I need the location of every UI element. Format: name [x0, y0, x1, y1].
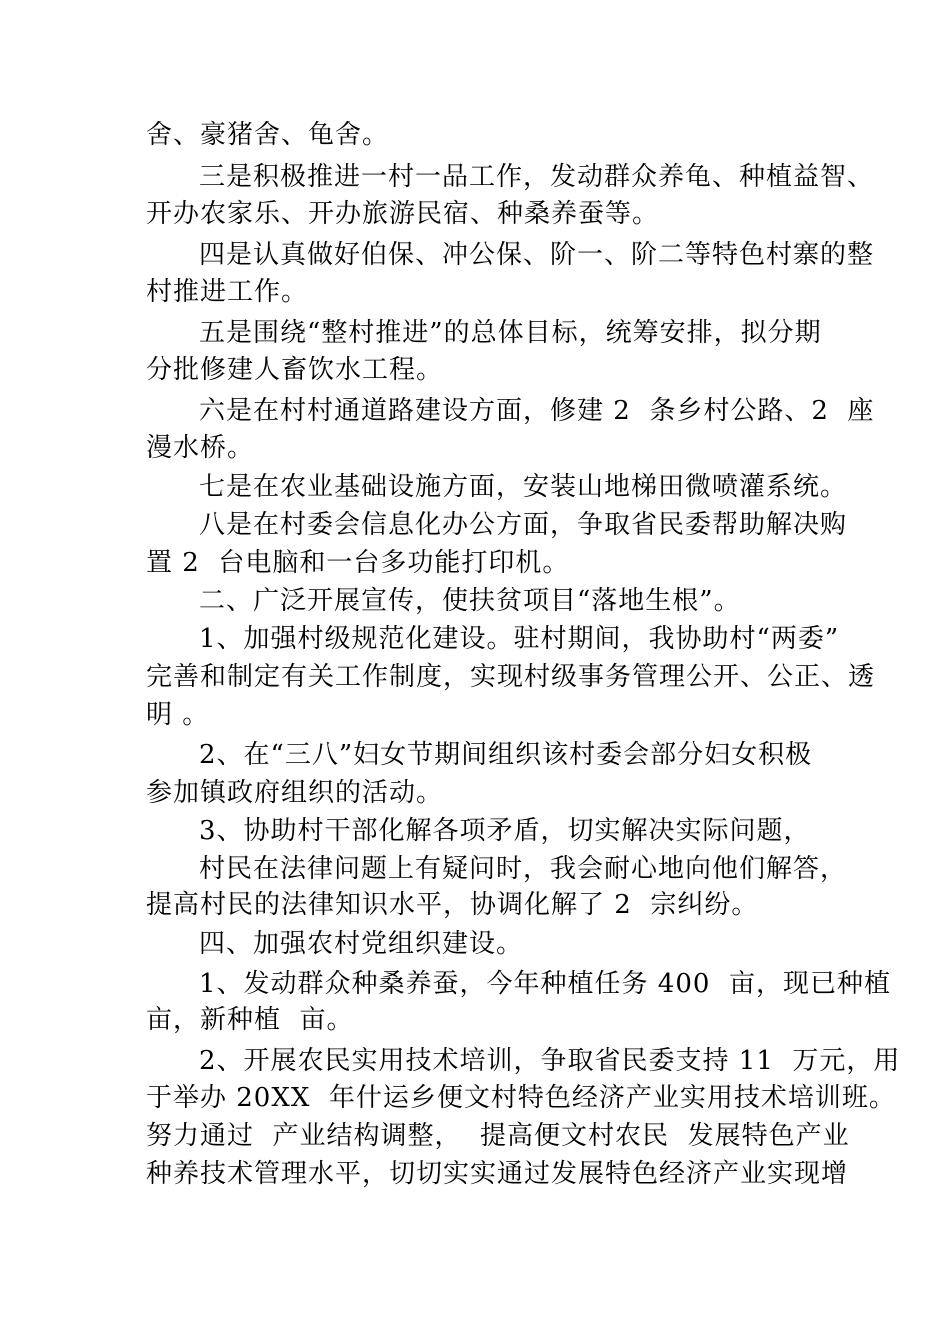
text-line-9: 漫水桥。 — [146, 433, 255, 463]
text-line-11: 八是在村委会信息化办公方面，争取省民委帮助解决购 — [199, 510, 848, 540]
text-line-17: 2、在“三八”妇女节期间组织该村委会部分妇女积极 — [199, 740, 813, 770]
text-line-13: 二、广泛开展宣传，使扶贫项目“落地生根”。 — [199, 586, 741, 616]
text-line-15: 完善和制定有关工作制度，实现村级事务管理公开、公正、透 — [146, 662, 876, 692]
text-line-24: 亩，新种植 亩。 — [146, 1005, 354, 1035]
text-line-2: 三是积极推进一村一品工作，发动群众养龟、种植益智、 — [199, 162, 875, 192]
text-line-6: 五是围绕“整村推进”的总体目标，统筹安排，拟分期 — [199, 318, 822, 348]
text-line-1: 舍、豪猪舍、龟舍。 — [146, 120, 390, 150]
text-line-27: 努力通过 产业结构调整， 提高便文村农民 发展特色产业 — [146, 1121, 850, 1151]
text-line-18: 参加镇政府组织的活动。 — [146, 778, 444, 808]
text-line-4: 四是认真做好伯保、冲公保、阶一、阶二等特色村寨的整 — [199, 240, 875, 270]
text-line-14: 1、加强村级规范化建设。驻村期间，我协助村“两委” — [199, 624, 840, 654]
text-line-20: 村民在法律问题上有疑问时，我会耐心地向他们解答， — [199, 854, 848, 884]
text-line-7: 分批修建人畜饮水工程。 — [146, 355, 444, 385]
text-line-12: 置 2 台电脑和一台多功能打印机。 — [146, 548, 570, 578]
text-line-25: 2、开展农民实用技术培训，争取省民委支持 11 万元，用 — [199, 1046, 901, 1076]
text-line-8: 六是在村村通道路建设方面，修建 2 条乡村公路、2 座 — [199, 396, 875, 426]
text-line-28: 种养技术管理水平，切切实实通过发展特色经济产业实现增 — [146, 1159, 849, 1189]
text-line-3: 开办农家乐、开办旅游民宿、种桑养蚕等。 — [146, 199, 660, 229]
text-line-26: 于举办 20XX 年什运乡便文村特色经济产业实用技术培训班。 — [146, 1083, 896, 1113]
text-line-19: 3、协助村干部化解各项矛盾，切实解决实际问题， — [199, 816, 811, 846]
text-line-23: 1、发动群众种桑养蚕，今年种植任务 400 亩，现已种植 — [199, 969, 891, 999]
text-line-22: 四、加强农村党组织建设。 — [199, 929, 524, 959]
text-line-16: 明 。 — [146, 700, 210, 730]
text-line-21: 提高村民的法律知识水平，协调化解了 2 宗纠纷。 — [146, 890, 759, 920]
text-line-10: 七是在农业基础设施方面，安装山地梯田微喷灌系统。 — [199, 472, 848, 502]
text-line-5: 村推进工作。 — [146, 277, 309, 307]
